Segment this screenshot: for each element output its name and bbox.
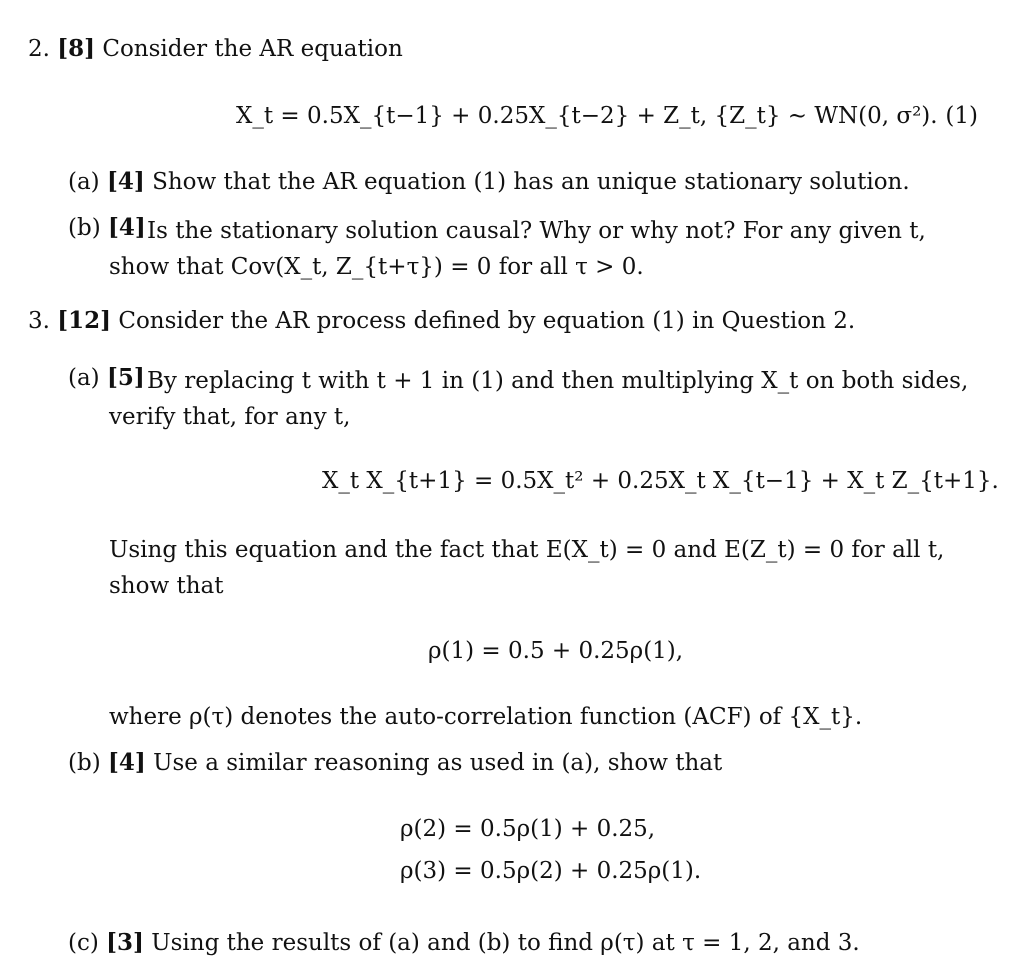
q3-number: 3. (28, 308, 50, 334)
q3-part-a-text: By replacing t with t + 1 in (1) and then multiplying X_t on both sides, verify that, for any t, (109, 368, 969, 430)
q3-part-b-text: Use a similar reasoning as used in (a), show that (153, 750, 723, 776)
q2-part-a-text: Show that the AR equation (1) has an unique stationary solution. (152, 169, 910, 195)
q2-part-b-label: (b) (68, 215, 101, 241)
q3-part-a-points: [5] (106, 364, 145, 391)
q3-part-b-points: [4] (107, 749, 146, 776)
q2-part-a (68, 167, 910, 197)
q3-part-c-label: (c) (68, 930, 99, 956)
q2-part-a-points: [4] (106, 168, 145, 195)
q3-part-b (68, 748, 722, 778)
q3-part-c (68, 928, 860, 958)
q2-equation: X_t = 0.5X_{t−1} + 0.25X_{t−2} + Z_t, {Z_t} ∼ WN(0, σ²). (236, 103, 938, 129)
q2-text: Consider the AR equation (102, 36, 403, 62)
q3-part-b-label: (b) (68, 750, 101, 776)
q3-part-a-equation: X_t X_{t+1} = 0.5X_t² + 0.25X_t X_{t−1} + X_t Z_{t+1}. (322, 468, 999, 494)
q2-points: [8] (57, 35, 96, 62)
q2-part-b-text: Is the stationary solution causal? Why or why not? For any given t, show that Cov(X_t, Z_{t+τ}) = 0 for all τ > 0. (109, 218, 926, 280)
q3-part-b-equation-2: ρ(3) = 0.5ρ(2) + 0.25ρ(1). (400, 858, 702, 884)
q2-equation-number: (1) (945, 103, 978, 129)
q2-part-a-label: (a) (68, 169, 100, 195)
q3-text: Consider the AR process defined by equation (1) in Question 2. (118, 308, 856, 334)
q3-part-c-points: [3] (106, 929, 144, 956)
q3-part-a-equation2: ρ(1) = 0.5 + 0.25ρ(1), (428, 638, 684, 664)
q3-heading (28, 306, 855, 336)
q2-number: 2. (28, 36, 50, 62)
q2-part-b-points: [4] (107, 214, 146, 241)
q3-part-a-text2: Using this equation and the fact that E(X_t) = 0 and E(Z_t) = 0 for all t, show that (109, 537, 945, 599)
q3-part-a-label: (a) (68, 365, 100, 391)
q2-heading (28, 34, 403, 64)
q3-points: [12] (57, 307, 112, 334)
q3-part-c-text: Using the results of (a) and (b) to find ρ(τ) at τ = 1, 2, and 3. (151, 930, 860, 956)
q3-part-a-text3: where ρ(τ) denotes the auto-correlation function (ACF) of {X_t}. (109, 704, 863, 730)
q3-part-b-equation-1: ρ(2) = 0.5ρ(1) + 0.25, (400, 816, 656, 842)
